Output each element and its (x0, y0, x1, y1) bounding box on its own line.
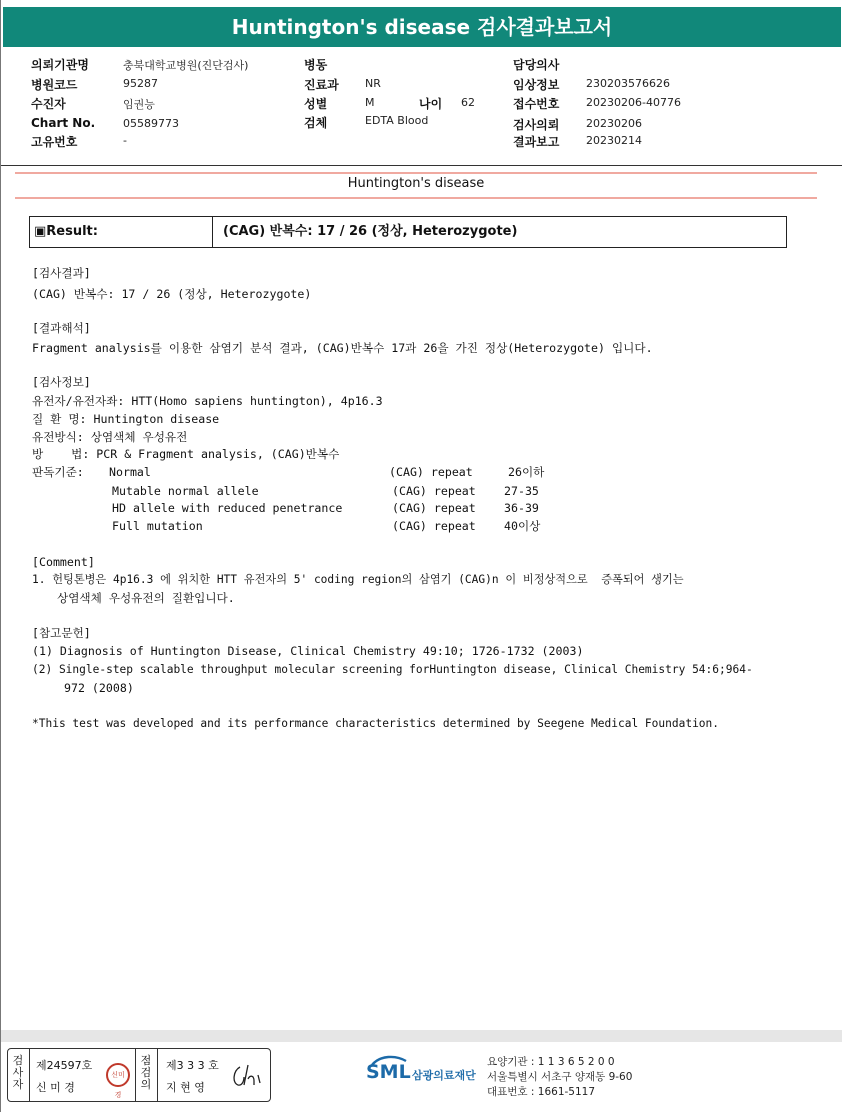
code-label: 병원코드 (31, 78, 78, 92)
info-gene: 유전자/유전자좌: HTT(Homo sapiens huntington), 4p16.3 (32, 394, 383, 408)
examiner-name: 신 미 경 (36, 1081, 75, 1094)
info-inherit: 유전방식: 상염색체 우성유전 (32, 430, 188, 444)
footer-band (1, 1030, 842, 1042)
result-text: (CAG) 반복수: 17 / 26 (정상, Heterozygote) (32, 287, 312, 301)
patient-value: 임권능 (123, 98, 155, 111)
rule-bottom (15, 197, 817, 199)
receipt-label: 접수번호 (513, 97, 560, 111)
checker-name: 지 현 영 (166, 1081, 205, 1094)
rule-top (15, 172, 817, 174)
clinical-label: 임상정보 (513, 78, 560, 92)
checker-cell (158, 1049, 270, 1101)
patient-label: 수진자 (31, 97, 66, 111)
institution-value: 충북대학교병원(진단검사) (123, 59, 249, 72)
chart-label: Chart No. (31, 116, 96, 130)
criteria-name: Mutable normal allele (112, 484, 259, 498)
address-line: 서울특별시 서초구 양재동 9-60 (487, 1071, 633, 1083)
criteria-repeat: (CAG) repeat (392, 501, 476, 515)
comment-line-2: 상염색체 우성유전의 질환입니다. (57, 591, 235, 605)
logo-mark: SML (366, 1061, 411, 1083)
comment-line-1: 1. 헌팅톤병은 4p16.3 에 위치한 HTT 유전자의 5' coding region의 삼염기 (CAG)n 이 비정상적으로 증폭되어 생기는 (32, 573, 684, 586)
criteria-range: 36-39 (504, 501, 539, 515)
unique-label: 고유번호 (31, 135, 78, 149)
dept-value: NR (365, 77, 381, 90)
sex-label: 성별 (304, 97, 328, 111)
reference-2: (2) Single-step scalable throughput molecular screening forHuntington disease, Clinical Chemistry 54:6;964- (32, 663, 753, 676)
examiner-seal-icon: 신미경 (106, 1063, 130, 1087)
phone-number: 대표번호 : 1661-5117 (487, 1086, 596, 1098)
criteria-repeat: (CAG) repeat (392, 519, 476, 533)
criteria-name: Full mutation (112, 519, 203, 533)
criteria-repeat: (CAG) repeat (389, 465, 473, 479)
reference-1: (1) Diagnosis of Huntington Disease, Clinical Chemistry 49:10; 1726-1732 (2003) (32, 644, 584, 658)
interp-text: Fragment analysis를 이용한 삼염기 분석 결과, (CAG)반복수 17과 26을 가진 정상(Heterozygote) 입니다. (32, 341, 653, 355)
sex-value: M (365, 96, 375, 109)
report-value: 20230214 (586, 134, 642, 147)
result-heading: [검사결과] (32, 266, 91, 280)
info-method: 방 법: PCR & Fragment analysis, (CAG)반복수 (32, 447, 340, 461)
result-value: (CAG) 반복수: 17 / 26 (정상, Heterozygote) (223, 224, 518, 239)
logo-name: 삼광의료재단 (412, 1069, 476, 1082)
report-label: 결과보고 (513, 135, 560, 149)
examiner-label-cell (8, 1049, 30, 1101)
report-title: Huntington's disease 검사결과보고서 (3, 7, 841, 47)
chart-value: 05589773 (123, 117, 179, 130)
section-title: Huntington's disease (347, 176, 485, 191)
doctor-label: 담당의사 (513, 58, 560, 72)
criteria-range: 27-35 (504, 484, 539, 498)
footer-address (487, 1055, 632, 1100)
checker-label: 점 검 의 (140, 1054, 152, 1091)
developer-note: *This test was developed and its performance characteristics determined by Seegene Medical Foundation. (32, 717, 720, 730)
criteria-range: 40이상 (504, 519, 541, 533)
provider-number: 요양기관 : 1 1 3 6 5 2 0 0 (487, 1056, 615, 1068)
criteria-label: 판독기준: (32, 465, 84, 479)
age-value: 62 (461, 96, 475, 109)
age-label: 나이 (419, 97, 443, 111)
code-value: 95287 (123, 77, 158, 90)
criteria-name: Normal (109, 465, 151, 479)
result-box (29, 216, 787, 248)
criteria-name: HD allele with reduced penetrance (112, 501, 343, 515)
signature-icon (230, 1061, 264, 1091)
examiner-label: 검 사 자 (12, 1054, 24, 1091)
request-label: 검사의뢰 (513, 118, 560, 132)
unique-value: - (123, 134, 127, 147)
reference-2-cont: 972 (2008) (64, 681, 134, 695)
references-heading: [참고문헌] (32, 626, 91, 640)
ward-label: 병동 (304, 58, 328, 72)
institution-label: 의뢰기관명 (31, 58, 89, 72)
sml-logo (366, 1055, 486, 1095)
info-heading: [검사정보] (32, 375, 91, 389)
header-info (1, 50, 842, 166)
checker-number: 제3 3 3 호 (166, 1059, 219, 1072)
receipt-value: 20230206-40776 (586, 96, 681, 109)
specimen-value: EDTA Blood (365, 114, 429, 127)
signature-box (7, 1048, 271, 1102)
result-label: ▣Result: (30, 217, 213, 247)
title-bar (1, 0, 842, 50)
examiner-cell (30, 1049, 136, 1101)
request-value: 20230206 (586, 117, 642, 130)
checker-label-cell (136, 1049, 158, 1101)
criteria-repeat: (CAG) repeat (392, 484, 476, 498)
comment-heading: [Comment] (32, 555, 95, 569)
info-disease: 질 환 명: Huntington disease (32, 412, 220, 426)
specimen-label: 검체 (304, 116, 328, 130)
criteria-range: 26이하 (508, 465, 545, 479)
clinical-value: 230203576626 (586, 77, 670, 90)
examiner-number: 제24597호 (36, 1059, 93, 1072)
dept-label: 진료과 (304, 78, 339, 92)
interp-heading: [결과해석] (32, 321, 91, 335)
